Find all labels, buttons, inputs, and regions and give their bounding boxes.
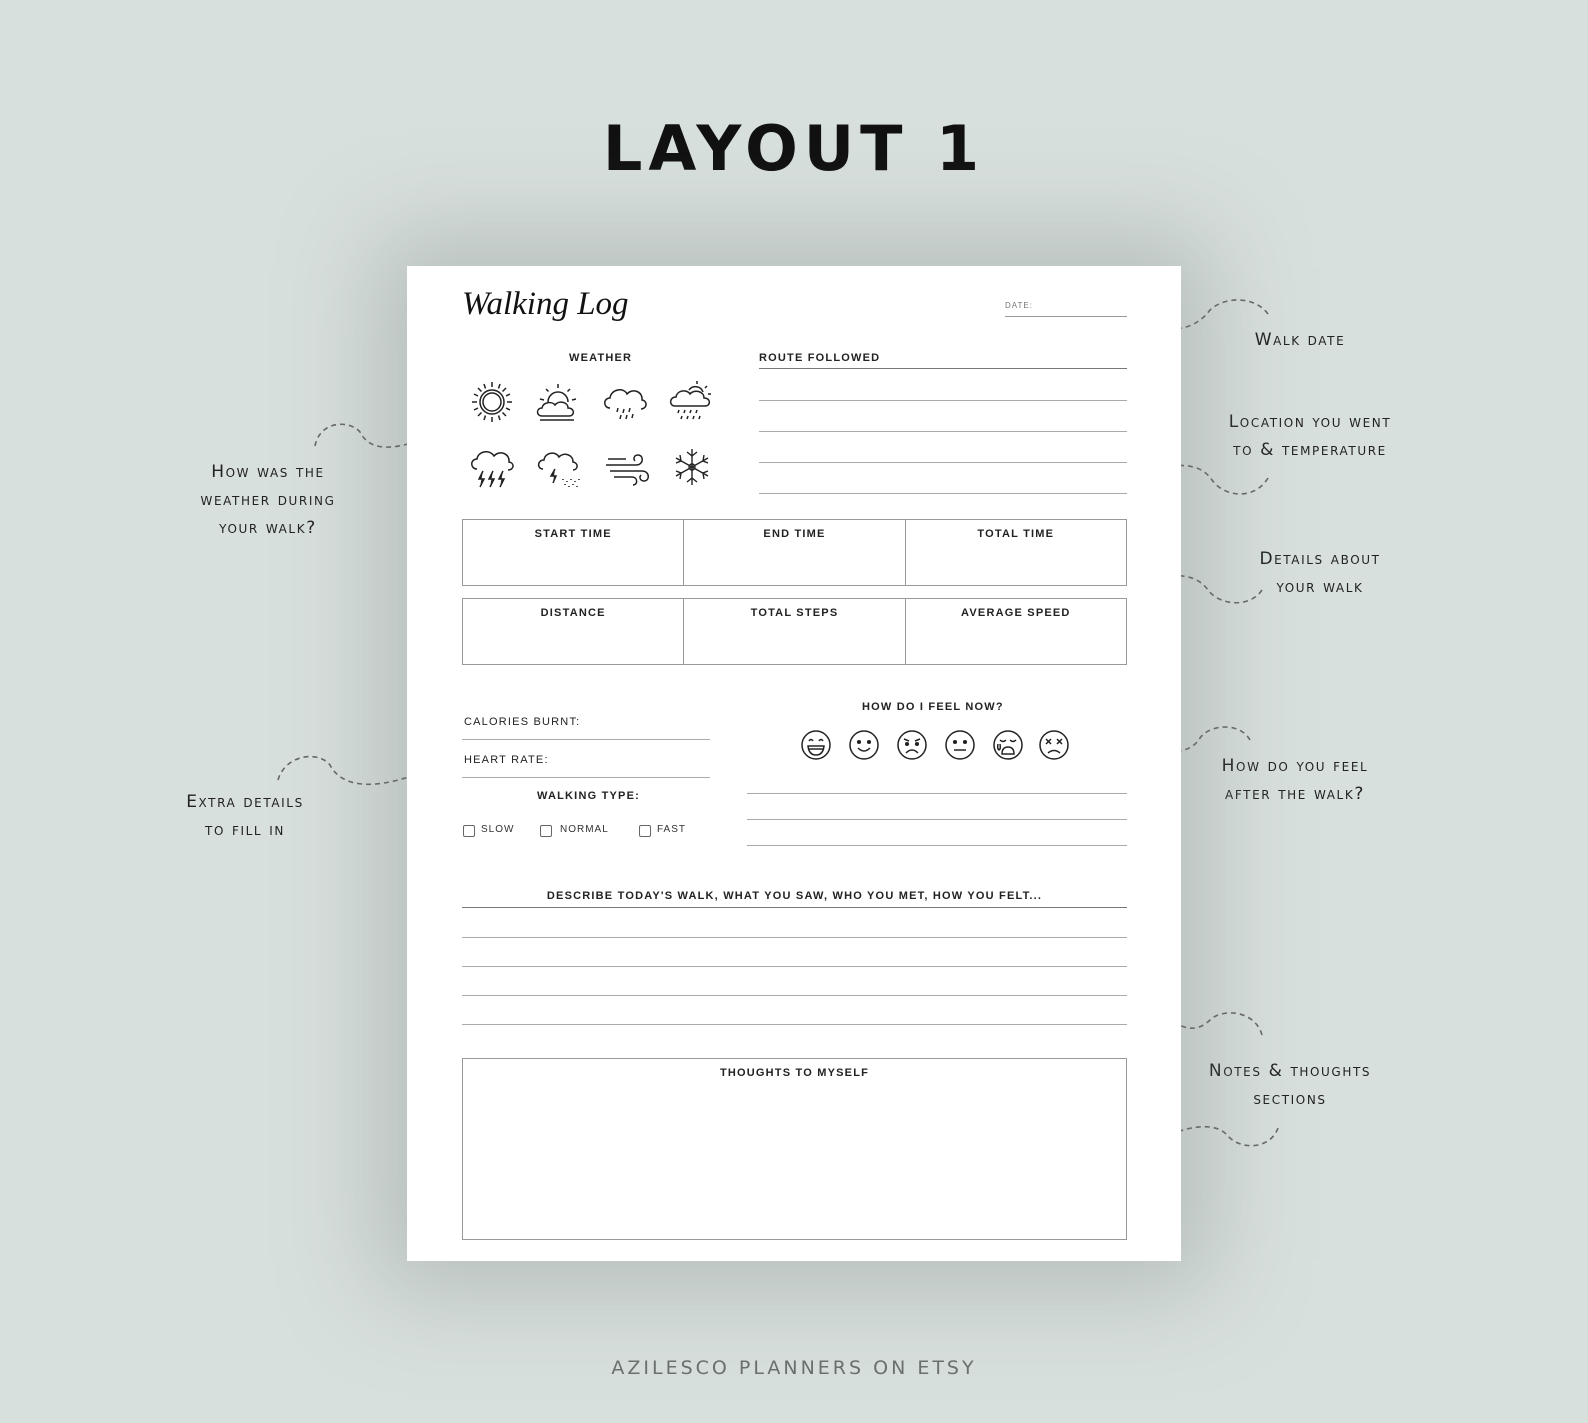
date-note-line: Walk date: [1254, 330, 1346, 350]
end-time-label: END TIME: [763, 528, 826, 540]
feel-label: HOW DO I FEEL NOW?: [862, 701, 1004, 713]
normal-label: NORMAL: [560, 824, 609, 835]
neutral-face-icon[interactable]: [944, 729, 976, 761]
weather-note-line: your walk?: [219, 518, 317, 538]
total-steps-label: TOTAL STEPS: [750, 607, 839, 619]
time-grid: [462, 519, 1127, 586]
calories-label: CALORIES BURNT:: [464, 716, 581, 728]
heart-rate-label: HEART RATE:: [464, 754, 549, 766]
weather-label: WEATHER: [569, 352, 633, 364]
partly-sunny-icon[interactable]: [532, 378, 582, 426]
sad-face-icon[interactable]: [896, 729, 928, 761]
calories-line[interactable]: [462, 739, 710, 740]
route-line[interactable]: [759, 493, 1127, 494]
feel-line[interactable]: [747, 793, 1127, 794]
slow-label: SLOW: [481, 824, 515, 835]
location-note-line: to & temperature: [1233, 440, 1387, 460]
location-note-line: Location you went: [1228, 412, 1392, 432]
footer-credit: AZILESCO PLANNERS ON ETSY: [611, 1357, 977, 1379]
date-input-line[interactable]: [1005, 316, 1127, 317]
notes-note-line: Notes & thoughts: [1208, 1061, 1372, 1081]
feel-note-line: How do you feel: [1221, 756, 1369, 776]
describe-line[interactable]: [462, 966, 1127, 967]
start-time-field[interactable]: [463, 520, 684, 585]
slow-checkbox[interactable]: [463, 825, 475, 837]
describe-label: DESCRIBE TODAY'S WALK, WHAT YOU SAW, WHO YOU MET, HOW YOU FELT...: [546, 890, 1043, 902]
describe-line[interactable]: [462, 907, 1127, 908]
describe-line[interactable]: [462, 1024, 1127, 1025]
details-note-line: Details about: [1259, 549, 1381, 569]
total-time-field[interactable]: [906, 520, 1126, 585]
average-speed-label: AVERAGE SPEED: [961, 607, 1071, 619]
weather-note-line: weather during: [200, 490, 336, 510]
fast-label: FAST: [657, 824, 687, 835]
extra-note-line: Extra details: [186, 792, 304, 812]
cloud-sun-rain-icon[interactable]: [667, 378, 717, 426]
walking-log-page: [407, 266, 1181, 1261]
thunderstorm-icon[interactable]: [467, 443, 517, 491]
distance-grid: [462, 598, 1127, 665]
smiling-face-icon[interactable]: [848, 729, 880, 761]
snowflake-icon[interactable]: [667, 443, 717, 491]
describe-line[interactable]: [462, 937, 1127, 938]
dizzy-face-icon[interactable]: [1038, 729, 1070, 761]
sun-icon[interactable]: [467, 378, 517, 426]
feel-line[interactable]: [747, 845, 1127, 846]
total-steps-field[interactable]: [684, 599, 905, 664]
feel-note-line: after the walk?: [1225, 784, 1365, 804]
route-line[interactable]: [759, 462, 1127, 463]
thoughts-label: THOUGHTS TO MYSELF: [719, 1067, 870, 1079]
laughing-face-icon[interactable]: [800, 729, 832, 761]
distance-field[interactable]: [463, 599, 684, 664]
feel-line[interactable]: [747, 819, 1127, 820]
route-line[interactable]: [759, 400, 1127, 401]
distance-label: DISTANCE: [540, 607, 606, 619]
cloud-rain-icon[interactable]: [600, 378, 650, 426]
extra-note-line: to fill in: [205, 820, 285, 840]
storm-sleet-icon[interactable]: [535, 443, 585, 491]
total-time-label: TOTAL TIME: [977, 528, 1055, 540]
route-line[interactable]: [759, 368, 1127, 369]
details-note-line: your walk: [1276, 577, 1364, 597]
page-title: LAYOUT 1: [602, 112, 986, 185]
thoughts-box[interactable]: [462, 1058, 1127, 1240]
log-title: Walking Log: [462, 286, 629, 322]
wind-icon[interactable]: [602, 443, 652, 491]
heart-rate-line[interactable]: [462, 777, 710, 778]
notes-note-line: sections: [1253, 1089, 1327, 1109]
normal-checkbox[interactable]: [540, 825, 552, 837]
describe-line[interactable]: [462, 995, 1127, 996]
fast-checkbox[interactable]: [639, 825, 651, 837]
walking-type-label: WALKING TYPE:: [537, 790, 640, 802]
weather-note-line: How was the: [211, 462, 325, 482]
route-label: ROUTE FOLLOWED: [759, 352, 881, 364]
route-line[interactable]: [759, 431, 1127, 432]
average-speed-field[interactable]: [906, 599, 1126, 664]
start-time-label: START TIME: [534, 528, 612, 540]
date-label: DATE:: [1005, 301, 1033, 310]
crying-face-icon[interactable]: [992, 729, 1024, 761]
end-time-field[interactable]: [684, 520, 905, 585]
